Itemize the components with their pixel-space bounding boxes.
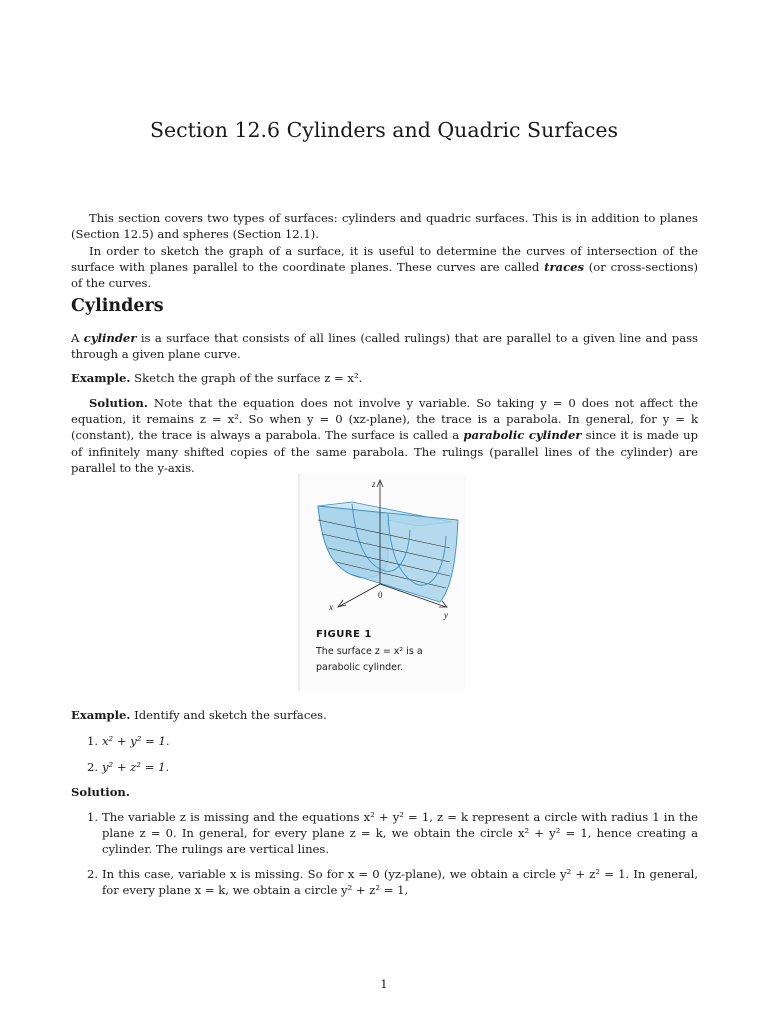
cylinder-definition: A cylinder is a surface that consists of all lines (called rulings) that are parallel to a given line and pass through a given plane curve. [71, 331, 698, 362]
solution-label: Solution. [89, 396, 148, 410]
figure-label: FIGURE 1 [316, 629, 372, 640]
solution-heading: Solution. [71, 785, 130, 799]
solution-item-2: In this case, variable x is missing. So for x = 0 (yz-plane), we obtain a circle y² + z² = 1. In general, for every plane x = k, we obtain a circle y² + z² = 1, [102, 867, 698, 898]
intro-paragraph-1: This section covers two types of surfaces: cylinders and quadric surfaces. This is in addition to planes (Section 12.5) and spheres (Section 12.1). [71, 211, 698, 242]
list-number: 1. [87, 734, 99, 748]
list-item [87, 866, 698, 898]
example-1: Example. Sketch the graph of the surface z = x². [71, 371, 363, 385]
section-heading-cylinders: Cylinders [71, 296, 164, 316]
page-title: Section 12.6 Cylinders and Quadric Surfaces [149, 118, 619, 142]
x-axis-label: x [329, 602, 333, 612]
solution-item-1: The variable z is missing and the equations x² + y² = 1, z = k represent a circle with radius 1 in the plane z = 0. In general, for every plane z = k, we obtain the circle x² + y² = 1, hence creating a cylinder. The rulings are vertical lines. [102, 810, 698, 857]
list-number: 1. [87, 810, 99, 824]
term-traces: traces [544, 260, 585, 275]
example-1-solution: Solution. Note that the equation does not involve y variable. So taking y = 0 does not affect the equation, it remains z = x². So when y = 0 (xz-plane), the trace is a parabola. In general, for y = k (constant), the trace is always a parabola. The surface is called a parabolic cylinder since it is made up of infinitely many shifted copies of the same parabola. The rulings (parallel lines of the cylinder) are parallel to the y-axis. [71, 396, 699, 475]
list-item [87, 733, 698, 749]
example-label: Example. [71, 371, 131, 385]
figure-caption: The surface z = x² is a parabolic cylinder. [316, 646, 423, 673]
equation-1: x² + y² = 1. [102, 734, 170, 748]
y-axis-label: y [444, 610, 448, 620]
list-item [87, 759, 698, 775]
example-2: Example. Identify and sketch the surfaces. [71, 708, 327, 722]
origin-label: 0 [378, 590, 383, 600]
page-number: 1 [380, 977, 388, 991]
x-axis [340, 584, 380, 606]
term-parabolic-cylinder: parabolic cylinder [463, 428, 582, 443]
figure-parabolic-cylinder [298, 474, 466, 691]
z-axis-label: z [372, 479, 376, 489]
list-number: 2. [87, 760, 99, 774]
parabolic-cylinder-illustration [300, 474, 466, 624]
example-label: Example. [71, 708, 131, 722]
equation-2: y² + z² = 1. [102, 760, 170, 774]
term-cylinder: cylinder [83, 331, 137, 345]
list-item [87, 809, 698, 858]
list-number: 2. [87, 867, 99, 881]
intro-paragraph-2: In order to sketch the graph of a surface, it is useful to determine the curves of intersection of the surface with planes parallel to the coordinate planes. These curves are called traces (or cross-sections) of the curves. [71, 244, 698, 291]
